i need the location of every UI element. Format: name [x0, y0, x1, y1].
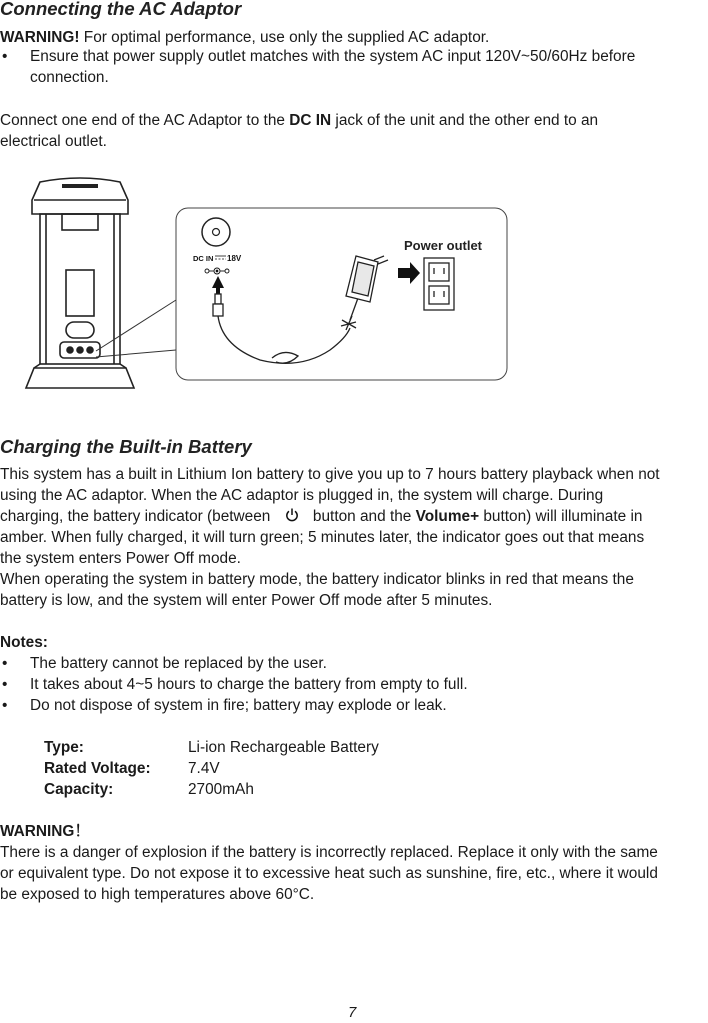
spec-row-capacity: [44, 779, 254, 800]
bullet-dot: •: [2, 48, 8, 65]
power-outlet-label: Power outlet: [404, 238, 483, 253]
ac-connect-post: jack of the unit and the other end to an: [331, 112, 599, 129]
ac-adaptor-figure: [0, 170, 520, 400]
charging-line-3-post: button) will illuminate in: [479, 508, 643, 525]
charging-line-7: battery is low, and the system will enter Power Off mode after 5 minutes.: [0, 592, 493, 609]
speaker-illustration: [26, 178, 134, 388]
ac-connect-text: [0, 110, 598, 131]
note-text: It takes about 4~5 hours to charge the battery from empty to full.: [30, 676, 468, 693]
note-text: The battery cannot be replaced by the user.: [30, 655, 327, 672]
ac-bullet-cont: connection.: [30, 69, 109, 86]
battery-warning-line-3: be exposed to high temperatures above 60°C.: [0, 886, 315, 903]
charging-line-1: This system has a built in Lithium Ion battery to give you up to 7 hours battery playback when not: [0, 466, 660, 483]
spec-row-type: [44, 737, 379, 758]
note-text: Do not dispose of system in fire; battery may explode or leak.: [30, 697, 447, 714]
ac-connect-cont: electrical outlet.: [0, 133, 107, 150]
spec-key: Capacity:: [44, 781, 114, 798]
battery-warning-line-2: or equivalent type. Do not expose it to excessive heat such as sunshine, fire, etc., where it would: [0, 865, 658, 882]
power-icon: [275, 507, 309, 529]
callout-lines: [96, 300, 176, 357]
bullet-dot: •: [2, 655, 8, 672]
charging-line-4: amber. When fully charged, it will turn green; 5 minutes later, the indicator goes out that means: [0, 529, 645, 546]
ac-connect-pre: Connect one end of the AC Adaptor to the: [0, 112, 290, 129]
charging-line-5: the system enters Power Off mode.: [0, 550, 241, 567]
charging-line-2: using the AC adaptor. When the AC adaptor is plugged in, the system will charge. During: [0, 487, 604, 504]
notes-label: Notes:: [0, 634, 48, 651]
spec-value: 2700mAh: [188, 781, 254, 798]
power-outlet-icon: [424, 258, 454, 310]
spec-key: Rated Voltage:: [44, 760, 151, 777]
ac-section-title: Connecting the AC Adaptor: [0, 0, 242, 19]
charging-section-title: Charging the Built-in Battery: [0, 436, 252, 457]
battery-warning-label: WARNING！: [0, 823, 90, 840]
ac-warning: [0, 27, 489, 48]
spec-value: Li-ion Rechargeable Battery: [188, 739, 379, 756]
ac-warning-text: For optimal performance, use only the supplied AC adaptor.: [79, 29, 490, 46]
charging-line-3-mid: button and the: [312, 508, 416, 525]
spec-key: Type:: [44, 739, 84, 756]
spec-row-voltage: [44, 758, 220, 779]
charging-line-3: [0, 506, 642, 529]
dc-voltage-label: 18V: [227, 254, 242, 263]
bullet-dot: •: [2, 676, 8, 693]
ac-bullet-text: Ensure that power supply outlet matches with the system AC input 120V~50/60Hz before: [30, 48, 636, 65]
charging-line-6: When operating the system in battery mode, the battery indicator blinks in red that means the: [0, 571, 634, 588]
spec-value: 7.4V: [188, 760, 220, 777]
volume-plus-label: Volume+: [415, 508, 480, 525]
charging-line-3-pre: charging, the battery indicator (between: [0, 508, 271, 525]
dc-in-figure-label: DC IN: [193, 254, 214, 263]
dc-in-label: DC IN: [289, 112, 332, 129]
ac-warning-label: WARNING!: [0, 29, 80, 46]
bullet-dot: •: [2, 697, 8, 714]
battery-warning-line-1: There is a danger of explosion if the battery is incorrectly replaced. Replace it only with the same: [0, 844, 658, 861]
page-number: 7: [348, 1004, 357, 1021]
